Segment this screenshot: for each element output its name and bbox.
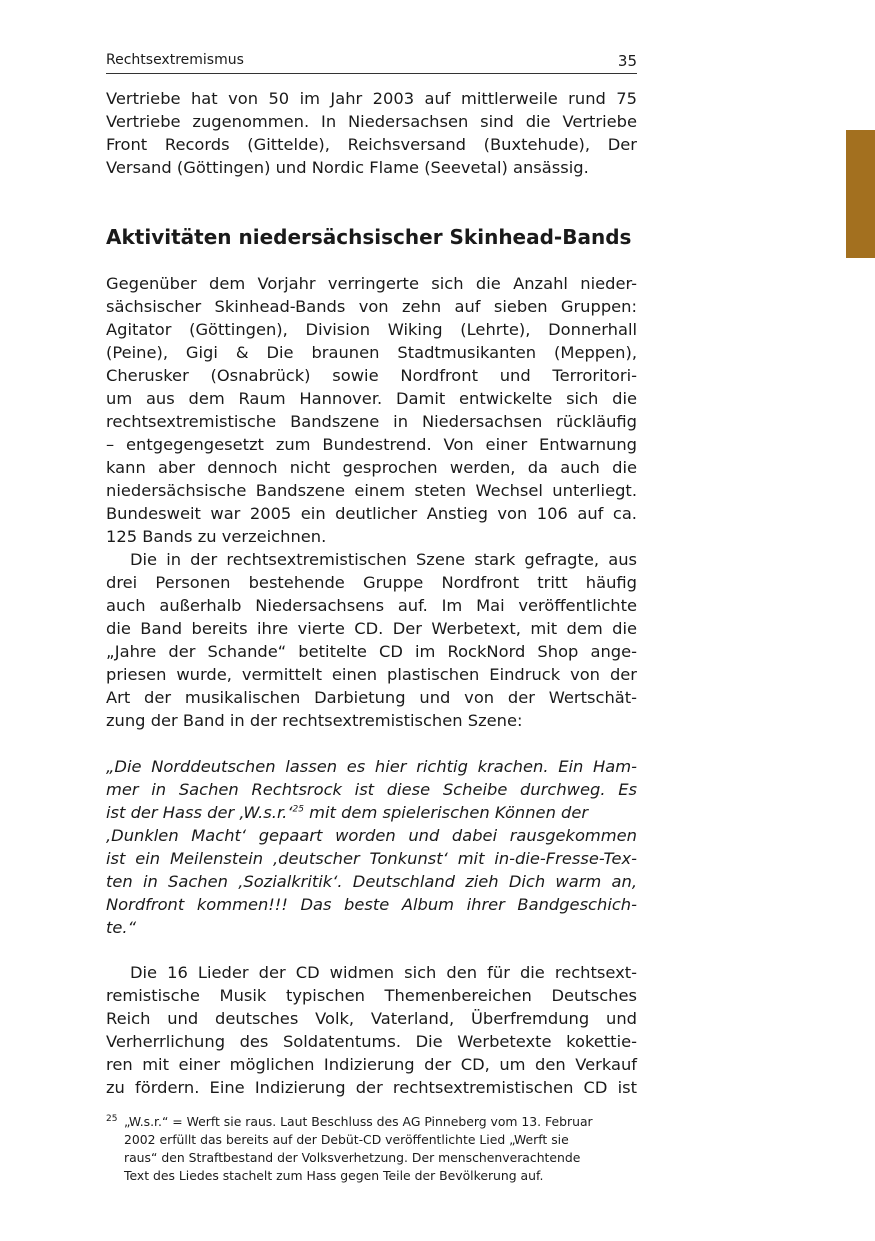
footnote-line: Text des Liedes stachelt zum Hass gegen Teile der Bevölkerung auf. xyxy=(124,1168,544,1183)
quote-line: te.“ xyxy=(106,918,137,937)
quote-line-start: ist der Hass der ‚W.s.r.‘ xyxy=(106,803,293,822)
text-line: ren mit einer möglichen Indizierung der CD, um den Verkauf xyxy=(106,1055,637,1074)
running-header xyxy=(106,51,637,74)
intro-paragraph xyxy=(106,87,637,179)
text-line: Verherrlichung des Soldatentums. Die Werbetexte kokettie- xyxy=(106,1032,637,1051)
footnote-line: 2002 erfüllt das bereits auf der Debüt-CD veröffentlichte Lied „Werft sie xyxy=(124,1132,569,1147)
text-line: um aus dem Raum Hannover. Damit entwickelte sich die xyxy=(106,389,637,408)
text-line: remistische Musik typischen Themenbereichen Deutsches xyxy=(106,986,637,1005)
running-title: Rechtsextremismus xyxy=(106,52,244,68)
text-line: „Jahre der Schande“ betitelte CD im RockNord Shop ange- xyxy=(106,642,637,661)
footnote-reference[interactable]: 25 xyxy=(292,804,304,815)
text-line: Bundesweit war 2005 ein deutlicher Anstieg von 106 auf ca. xyxy=(106,504,637,523)
text-line: Vertriebe zugenommen. In Niedersachsen sind die Vertriebe xyxy=(106,112,637,131)
text-line: sächsischer Skinhead-Bands von zehn auf sieben Gruppen: xyxy=(106,297,637,316)
footnote xyxy=(106,1113,637,1185)
text-line: kann aber dennoch nicht gesprochen werden, da auch die xyxy=(106,458,637,477)
footnote-line: raus“ den Straftbestand der Volksverhetzung. Der menschenverachtende xyxy=(124,1150,581,1165)
quote-line-end: mit dem spielerischen Können der xyxy=(303,803,589,822)
paragraph-2 xyxy=(106,548,637,732)
paragraph-1 xyxy=(106,272,637,548)
text-line: rechtsextremistische Bandszene in Niedersachsen rückläufig xyxy=(106,412,637,431)
text-line: Cherusker (Osnabrück) sowie Nordfront und Terroritori- xyxy=(106,366,637,385)
footnote-line: „W.s.r.“ = Werft sie raus. Laut Beschluss des AG Pinneberg vom 13. Februar xyxy=(124,1114,593,1129)
text-line: Reich und deutsches Volk, Vaterland, Überfremdung und xyxy=(106,1009,637,1028)
section-heading: Aktivitäten niedersächsischer Skinhead-Bands xyxy=(106,225,632,249)
quote-line: ‚Dunklen Macht‘ gepaart worden und dabei rausgekommen xyxy=(106,826,637,845)
text-line: auch außerhalb Niedersachsens auf. Im Mai veröffentlichte xyxy=(106,596,637,615)
text-line: Agitator (Göttingen), Division Wiking (Lehrte), Donnerhall xyxy=(106,320,637,339)
text-line: (Peine), Gigi & Die braunen Stadtmusikanten (Meppen), xyxy=(106,343,637,362)
text-line: Gegenüber dem Vorjahr verringerte sich die Anzahl nieder- xyxy=(106,274,637,293)
text-line: Die in der rechtsextremistischen Szene stark gefragte, aus xyxy=(130,550,637,569)
footnote-number: 25 xyxy=(106,1114,118,1124)
text-line: priesen wurde, vermittelt einen plastischen Eindruck von der xyxy=(106,665,637,684)
text-line: niedersächsische Bandszene einem steten Wechsel unterliegt. xyxy=(106,481,637,500)
quote-line: ist ein Meilenstein ‚deutscher Tonkunst‘ mit in-die-Fresse-Tex- xyxy=(106,849,637,868)
quotation xyxy=(106,755,637,939)
text-line: 125 Bands zu verzeichnen. xyxy=(106,527,327,546)
chapter-tab-marker xyxy=(846,130,875,258)
text-line: Art der musikalischen Darbietung und von der Wertschät- xyxy=(106,688,637,707)
text-line: zu fördern. Eine Indizierung der rechtsextremistischen CD ist xyxy=(106,1078,637,1097)
footnote-text xyxy=(124,1113,637,1185)
text-line: Front Records (Gittelde), Reichsversand (Buxtehude), Der xyxy=(106,135,637,154)
text-line: Die 16 Lieder der CD widmen sich den für die rechtsext- xyxy=(130,963,637,982)
quote-line: „Die Norddeutschen lassen es hier richtig krachen. Ein Ham- xyxy=(106,757,637,776)
paragraph-3 xyxy=(106,961,637,1099)
text-line: die Band bereits ihre vierte CD. Der Werbetext, mit dem die xyxy=(106,619,637,638)
quote-line: Nordfront kommen!!! Das beste Album ihrer Bandgeschich- xyxy=(106,895,637,914)
text-line: zung der Band in der rechtsextremistischen Szene: xyxy=(106,711,523,730)
quote-line: ten in Sachen ‚Sozialkritik‘. Deutschland zieh Dich warm an, xyxy=(106,872,637,891)
page-number: 35 xyxy=(617,52,637,70)
text-line: Versand (Göttingen) und Nordic Flame (Seevetal) ansässig. xyxy=(106,158,589,177)
text-line: drei Personen bestehende Gruppe Nordfront tritt häufig xyxy=(106,573,637,592)
text-line: Vertriebe hat von 50 im Jahr 2003 auf mittlerweile rund 75 xyxy=(106,89,637,108)
quote-line: mer in Sachen Rechtsrock ist diese Scheibe durchweg. Es xyxy=(106,780,637,799)
text-line: – entgegengesetzt zum Bundestrend. Von einer Entwarnung xyxy=(106,435,637,454)
quote-line-with-footnote xyxy=(106,801,637,824)
